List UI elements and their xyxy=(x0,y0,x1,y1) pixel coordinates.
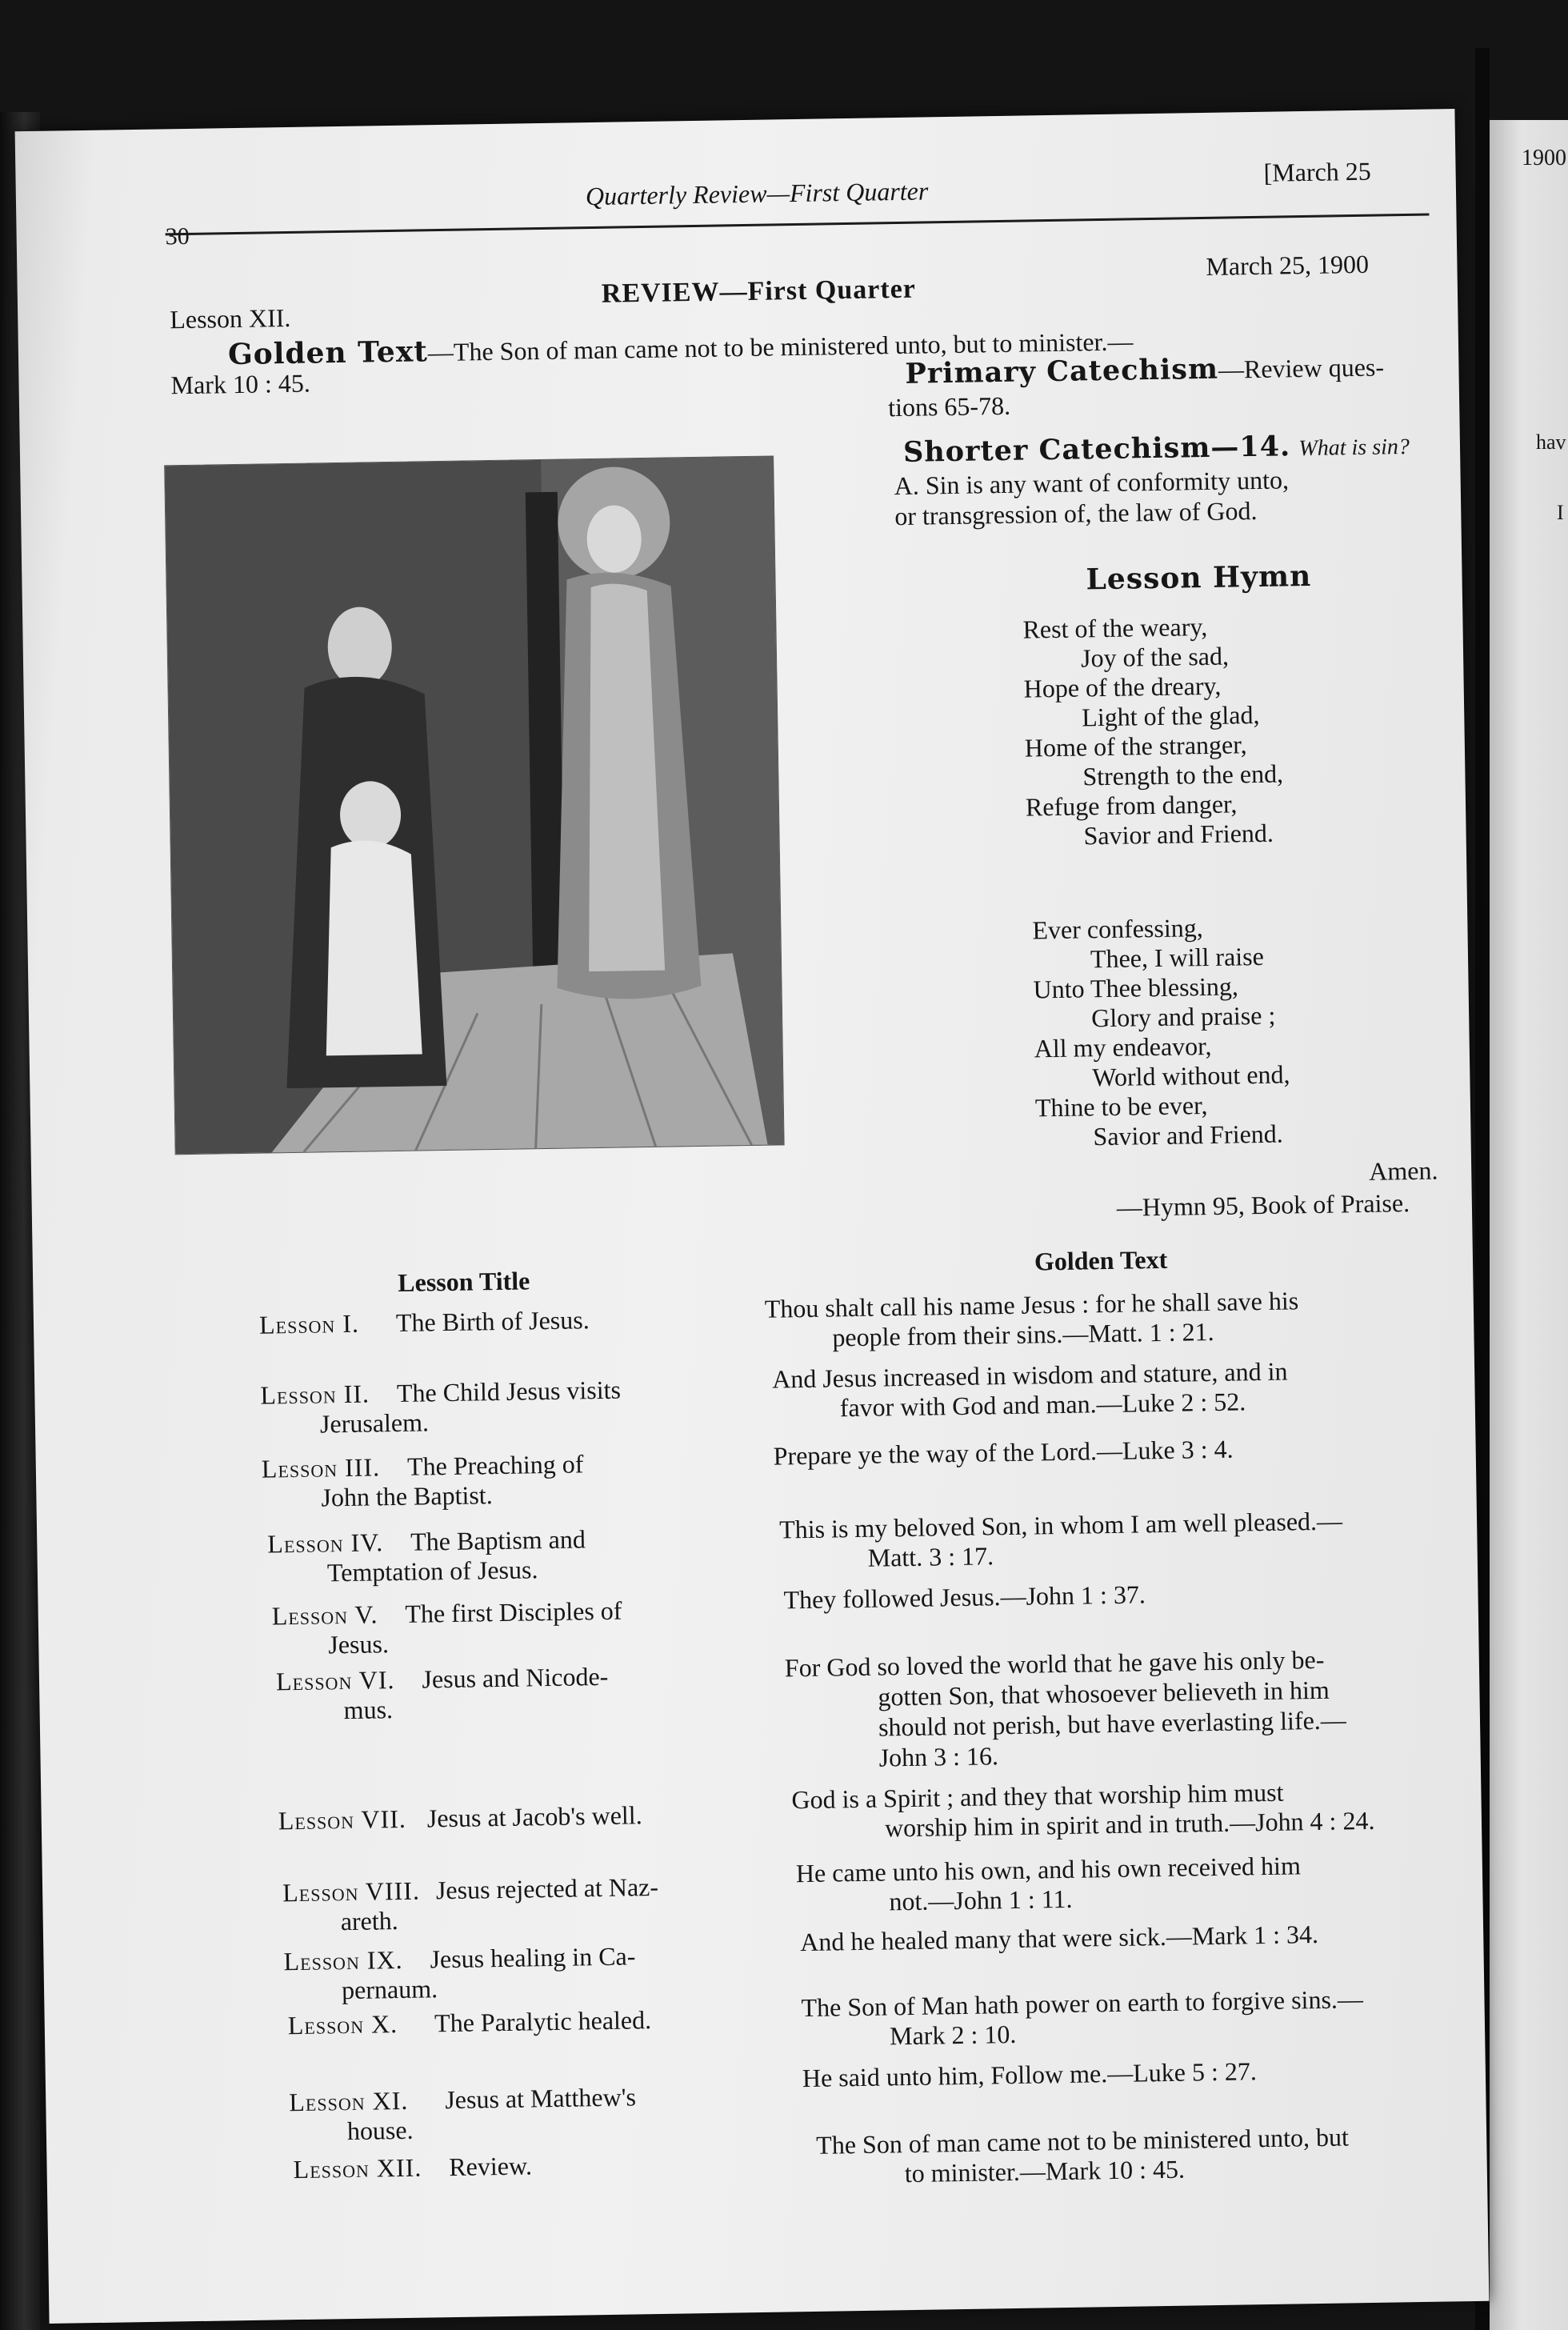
running-date: [March 25 xyxy=(1263,156,1372,187)
golden-text-line: The Son of Man hath power on earth to forgive sins.— xyxy=(801,1984,1364,2023)
header-rule xyxy=(166,214,1430,236)
lesson-number: Lesson XII. xyxy=(170,302,291,334)
lesson-title: Jesus healing in Ca- xyxy=(430,1941,636,1974)
hymn-line: Savior and Friend. xyxy=(1093,1119,1284,1151)
page-number: 30 xyxy=(165,222,190,250)
lesson-number: Lesson IV. xyxy=(267,1527,384,1559)
lesson-date: March 25, 1900 xyxy=(1206,249,1370,281)
hymn-line: Strength to the end, xyxy=(1082,759,1284,791)
golden-text-line: They followed Jesus.—John 1 : 37. xyxy=(783,1579,1146,1615)
hymn-line: Glory and praise ; xyxy=(1090,1000,1276,1033)
primary-catechism-text: tions 65-78. xyxy=(887,390,1011,422)
golden-text-line: should not perish, but have everlasting life.— xyxy=(878,1705,1347,1742)
lesson-number: Lesson V. xyxy=(271,1599,378,1631)
primary-catechism xyxy=(905,350,1384,390)
lesson-cell xyxy=(283,1941,636,2006)
golden-text-label: Golden Text xyxy=(227,334,429,372)
lesson-cell xyxy=(278,1800,642,1836)
golden-text-line: John 3 : 16. xyxy=(878,1741,999,1772)
lesson-cell xyxy=(259,1302,780,1339)
lesson-number: Lesson I. xyxy=(258,1308,360,1339)
lesson-title: Temptation of Jesus. xyxy=(326,1555,538,1587)
golden-text-line: And Jesus increased in wisdom and stature, and in xyxy=(771,1356,1288,1394)
lesson-title: The first Disciples of xyxy=(405,1595,622,1628)
hymn-heading: Lesson Hymn xyxy=(1086,558,1312,597)
lesson-title: Jesus. xyxy=(328,1629,390,1659)
golden-text-line: —The Son of man came not to be ministered unto, but to minister.— xyxy=(427,326,1134,367)
lesson-cell xyxy=(293,2151,532,2184)
hymn-source: —Hymn 95, Book of Praise. xyxy=(1116,1188,1410,1222)
illustration-christ-at-door xyxy=(164,455,784,1155)
golden-text-line: Prepare ye the way of the Lord.—Luke 3 : 4. xyxy=(773,1434,1234,1471)
golden-text-cell xyxy=(779,1506,1343,1574)
golden-text-line: For God so loved the world that he gave his only be- xyxy=(784,1644,1325,1683)
golden-text-cell xyxy=(816,2122,1350,2189)
lesson-title: Jesus at Jacob's well. xyxy=(426,1800,642,1833)
hymn-line: Light of the glad, xyxy=(1081,699,1260,732)
hymn-line: Thee, I will raise xyxy=(1090,941,1265,974)
shorter-catechism-label: Shorter Catechism—14. xyxy=(902,430,1291,469)
lesson-number: Lesson VII. xyxy=(278,1804,407,1836)
hymn-amen: Amen. xyxy=(1368,1155,1438,1186)
golden-text-cell xyxy=(765,1286,1300,1353)
golden-text-line: God is a Spirit ; and they that worship him must xyxy=(791,1777,1284,1815)
golden-text-cell xyxy=(783,1579,1146,1615)
hymn-line: Ever confessing, xyxy=(1032,913,1203,945)
golden-text-line: favor with God and man.—Luke 2 : 52. xyxy=(839,1387,1246,1423)
golden-text-line: Thou shalt call his name Jesus : for he shall save his xyxy=(764,1286,1299,1323)
lesson-title: Review. xyxy=(448,2151,533,2182)
facing-page xyxy=(1490,120,1568,2330)
lesson-title: Jerusalem. xyxy=(319,1407,430,1439)
golden-text-cell xyxy=(785,1643,1347,1774)
lesson-title: house. xyxy=(346,2115,414,2146)
facing-page-fragment: hav xyxy=(1536,430,1566,454)
shorter-catechism-question: What is sin? xyxy=(1298,434,1410,462)
lesson-number: Lesson III. xyxy=(261,1452,381,1483)
lesson-title: mus. xyxy=(343,1695,394,1725)
lesson-title: Jesus rejected at Naz- xyxy=(435,1872,659,1905)
golden-text-line: This is my beloved Son, in whom I am well pleased.— xyxy=(778,1506,1343,1544)
golden-text-line: Matt. 3 : 17. xyxy=(867,1541,994,1572)
lesson-number: Lesson XI. xyxy=(289,2085,409,2117)
hymn-line: Rest of the weary, xyxy=(1022,611,1208,644)
book-page xyxy=(15,109,1490,2324)
golden-text-cell xyxy=(772,1357,1288,1424)
illustration-drawing xyxy=(165,456,783,1154)
lesson-cell xyxy=(288,2005,652,2040)
hymn-stanza-2 xyxy=(1032,911,1291,1152)
hymn-line: All my endeavor, xyxy=(1034,1031,1212,1063)
lesson-title: The Preaching of xyxy=(406,1449,584,1481)
lesson-cell xyxy=(267,1524,586,1588)
shorter-catechism-answer: or transgression of, the law of God. xyxy=(894,495,1258,531)
lesson-cell xyxy=(276,1662,609,1727)
golden-text-line: Mark 2 : 10. xyxy=(889,2019,1017,2051)
lesson-title: The Baptism and xyxy=(410,1524,586,1556)
golden-text-line: And he healed many that were sick.—Mark 1 : 34. xyxy=(799,1919,1319,1957)
hymn-line: Thine to be ever, xyxy=(1034,1091,1208,1123)
shorter-catechism xyxy=(903,428,1410,469)
lesson-title: Jesus at Matthew's xyxy=(445,2082,637,2115)
hymn-line: Hope of the dreary, xyxy=(1023,671,1222,703)
shorter-catechism-answer: A. Sin is any want of conformity unto, xyxy=(894,465,1290,501)
running-title: Quarterly Review—First Quarter xyxy=(585,176,929,211)
golden-text-line: worship him in spirit and in truth.—John 4 : 24. xyxy=(884,1805,1375,1843)
golden-text-cell xyxy=(796,1851,1302,1918)
golden-text-line: not.—John 1 : 11. xyxy=(889,1884,1073,1916)
hymn-line: Joy of the sad, xyxy=(1080,641,1230,673)
hymn-line: Savior and Friend. xyxy=(1083,818,1274,851)
golden-text-line: gotten Son, that whosoever believeth in him xyxy=(878,1675,1330,1711)
lesson-number: Lesson X. xyxy=(287,2009,398,2040)
lesson-number: Lesson VI. xyxy=(275,1665,395,1696)
golden-text-cell xyxy=(802,2056,1257,2093)
lesson-number: Lesson VIII. xyxy=(282,1876,421,1908)
lesson-title: The Birth of Jesus. xyxy=(395,1305,590,1338)
golden-text-line: He came unto his own, and his own received him xyxy=(795,1851,1302,1888)
column-heading-golden-text: Golden Text xyxy=(1034,1244,1168,1276)
lesson-title: The Child Jesus visits xyxy=(396,1375,622,1407)
lesson-title: areth. xyxy=(340,1906,399,1936)
primary-catechism-label: Primary Catechism xyxy=(905,352,1219,390)
golden-text-cell xyxy=(773,1435,1233,1471)
lesson-title: Jesus and Nicode- xyxy=(422,1661,609,1694)
lesson-cell xyxy=(271,1596,622,1661)
lesson-title: pernaum. xyxy=(341,1974,438,2005)
golden-text-cell xyxy=(791,1776,1375,1844)
lesson-title: John the Baptist. xyxy=(321,1480,493,1512)
hymn-line: Unto Thee blessing, xyxy=(1033,971,1239,1004)
lesson-cell xyxy=(282,1872,659,1937)
golden-text-line: people from their sins.—Matt. 1 : 21. xyxy=(832,1316,1214,1352)
facing-page-fragment: I xyxy=(1557,501,1564,524)
hymn-stanza-1 xyxy=(1022,611,1284,852)
hymn-line: World without end, xyxy=(1092,1059,1290,1092)
facing-page-year: 1900 xyxy=(1522,146,1566,170)
hymn-line: Refuge from danger, xyxy=(1025,789,1238,822)
lesson-number: Lesson XII. xyxy=(293,2152,422,2184)
primary-catechism-text: —Review ques- xyxy=(1218,352,1385,384)
golden-text-cell xyxy=(800,1920,1318,1957)
lesson-number: Lesson II. xyxy=(260,1379,370,1410)
golden-text-reference: Mark 10 : 45. xyxy=(170,368,311,400)
golden-text-line: The Son of man came not to be ministered unto, but xyxy=(815,2122,1350,2160)
lesson-title: REVIEW—First Quarter xyxy=(601,274,917,309)
lesson-title: The Paralytic healed. xyxy=(434,2005,652,2038)
golden-text-line: He said unto him, Follow me.—Luke 5 : 27. xyxy=(802,2056,1258,2093)
hymn-line: Home of the stranger, xyxy=(1024,730,1247,763)
golden-text-cell xyxy=(801,1984,1363,2052)
golden-text-line: to minister.—Mark 10 : 45. xyxy=(904,2154,1186,2188)
lesson-number: Lesson IX. xyxy=(283,1944,403,1976)
lesson-cell xyxy=(289,2082,637,2147)
lesson-cell xyxy=(262,1449,585,1513)
column-heading-lesson-title: Lesson Title xyxy=(397,1266,530,1297)
lesson-cell xyxy=(260,1375,622,1440)
